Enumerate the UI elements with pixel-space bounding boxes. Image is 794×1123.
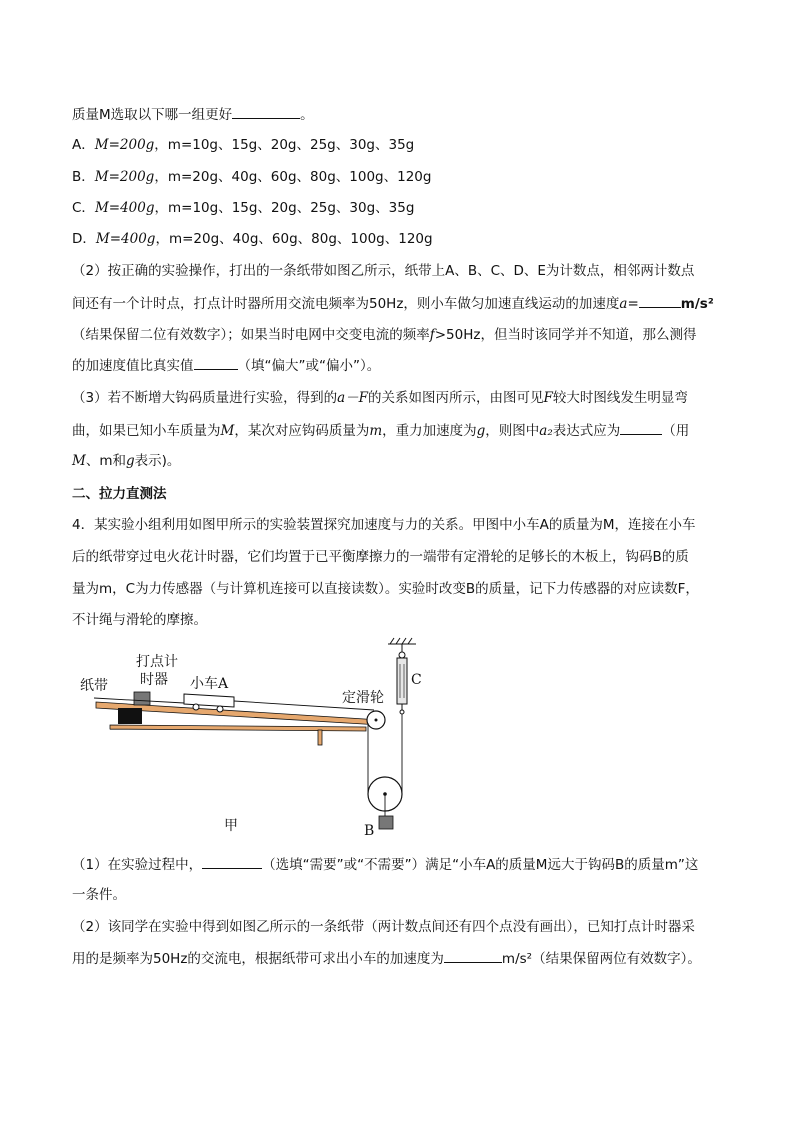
sensor-label: C [411,672,422,688]
movable-pulley [368,777,402,816]
option-d[interactable]: D．M=400g，m=20g、40g、60g、80g、100g、120g [72,231,433,247]
pulley-label: 定滑轮 [342,690,384,706]
q4-line3: 量为m，C为力传感器（与计算机连接可以直接读数）。实验时改变B的质量，记下力传感器的对应读数F， [72,581,699,597]
fixed-pulley [367,711,385,729]
q4-sub2-line2: 用的是频率为50Hz的交流电，根据纸带可求出小车的加速度为 m/s²（结果保留两位有效数字）。 [72,948,732,969]
tape-label: 纸带 [80,678,108,694]
bias-blank[interactable] [194,355,238,370]
q3-part2-line3: （结果保留二位有效数字）；如果当时电网中交变电流的频率f>50Hz，但当时该同学并不知道，那么测得 [72,327,697,343]
timer-block [134,692,150,705]
ceiling-mount [388,638,416,652]
option-b[interactable]: B．M=200g，m=20g、40g、60g、80g、100g、120g [72,169,432,185]
answer-blank[interactable] [232,104,300,119]
q4-line1: 4．某实验小组利用如图甲所示的实验装置探究加速度与力的关系。甲图中小车A的质量为M，连接在小车 [72,517,696,533]
inclined-board [96,702,380,745]
figure-caption: 甲 [224,818,238,834]
section-heading: 二、拉力直测法 [72,486,167,502]
q4-line4: 不计绳与滑轮的摩擦。 [72,612,207,628]
timer-label-1: 打点计 [136,654,178,670]
q4-sub2-line1: （2）该同学在实验中得到如图乙所示的一条纸带（两计数点间还有四个点没有画出），已知打点计时器采 [72,919,695,935]
q3-part3-line2: 曲，如果已知小车质量为M，某次对应钩码质量为m，重力加速度为g，则图中a₂表达式应为 （用 [72,420,732,441]
q3-part2-line1: （2）按正确的实验操作，打出的一条纸带如图乙所示，纸带上A、B、C、D、E为计数点，相邻两计数点 [72,263,695,279]
q3-part2-line2: 间还有一个计时点，打点计时器所用交流电频率为50Hz，则小车做匀加速直线运动的加速度a= m/s² [72,293,732,314]
force-sensor-c [397,652,407,714]
weight-label: B [364,823,375,839]
experiment-apparatus-figure [74,636,434,842]
q3-part1-prompt: 质量M选取以下哪一组更好 。 [72,104,732,125]
cart-label: 小车A [190,676,229,692]
acceleration-blank[interactable] [639,293,681,308]
q3-part2-line4: 的加速度值比真实值 （填“偏大”或“偏小”）。 [72,355,732,376]
timer-label-2: 时器 [140,672,168,688]
need-blank[interactable] [202,854,262,869]
option-c[interactable]: C．M=400g，m=10g、15g、20g、25g、30g、35g [72,200,415,216]
weight-b [379,816,393,829]
q4-line2: 后的纸带穿过电火花计时器，它们均置于已平衡摩擦力的一端带有定滑轮的足够长的木板上，钩码B的质 [72,549,689,565]
q3-part3-line1: （3）若不断增大钩码质量进行实验，得到的a－F的关系如图丙所示，由图可见F较大时图线发生明显弯 [72,390,688,406]
option-a[interactable]: A．M=200g，m=10g、15g、20g、25g、30g、35g [72,137,415,153]
q4-sub1-line2: 一条件。 [72,887,126,903]
q3-part3-line3: M、m和g表示)。 [72,453,181,469]
a2-expression-blank[interactable] [620,420,662,435]
q4-acceleration-blank[interactable] [444,948,502,963]
q4-sub1-line1: （1）在实验过程中， （选填“需要”或“不需要”）满足“小车A的质量M远大于钩码B的质量m”这 [72,854,732,875]
